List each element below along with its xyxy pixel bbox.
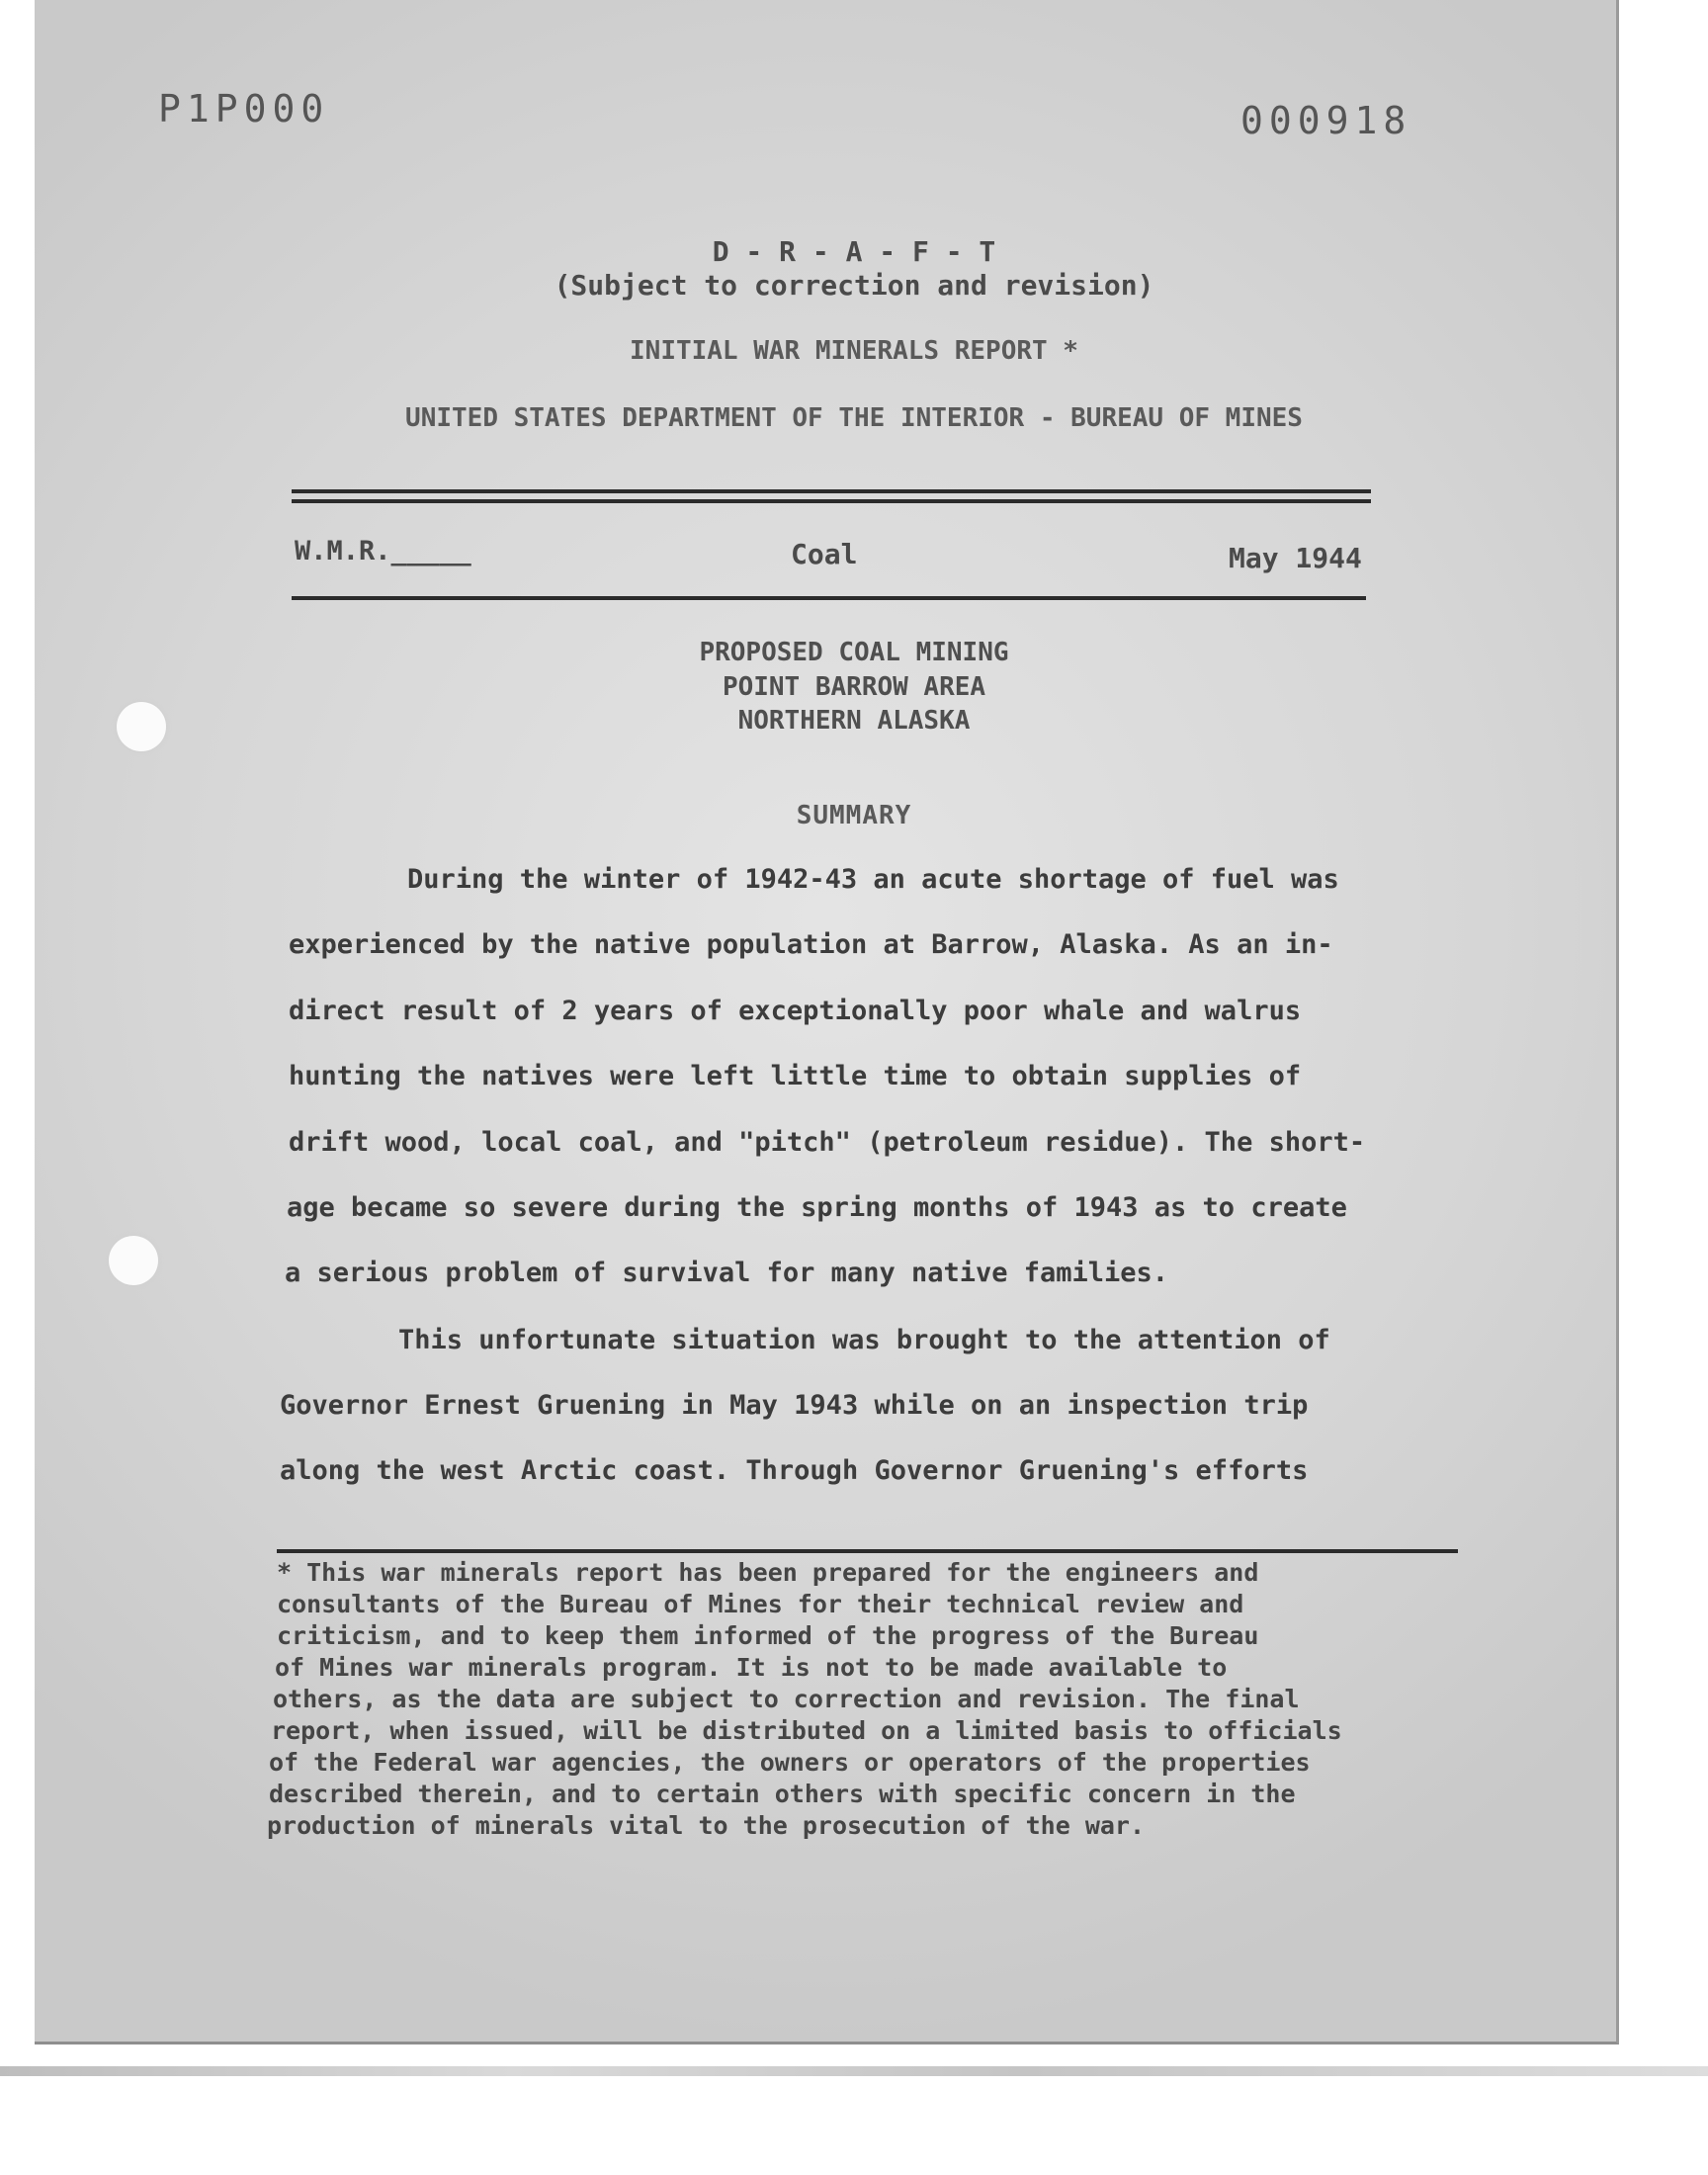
commodity-label: Coal bbox=[791, 538, 858, 570]
title-line-3: NORTHERN ALASKA bbox=[737, 706, 971, 736]
draft-label: D - R - A - F - T bbox=[712, 235, 996, 268]
footnote-line-5: others, as the data are subject to correction and revision. The final bbox=[273, 1685, 1300, 1713]
paragraph-2-line-1: This unfortunate situation was brought to the attention of bbox=[398, 1325, 1330, 1355]
paragraph-1-line-4: hunting the natives were left little time to obtain supplies of bbox=[289, 1061, 1302, 1091]
footnote-line-9: production of minerals vital to the prosecution of the war. bbox=[267, 1811, 1146, 1840]
header-rule-top-1 bbox=[292, 489, 1371, 493]
draft-subject: (Subject to correction and revision) bbox=[554, 269, 1154, 302]
title-line-1: PROPOSED COAL MINING bbox=[699, 638, 1009, 667]
page-stamp-left: P1P000 bbox=[158, 87, 330, 130]
report-date: May 1944 bbox=[1229, 542, 1362, 574]
paragraph-1-line-1: During the winter of 1942-43 an acute shortage of fuel was bbox=[407, 864, 1339, 895]
paragraph-1-line-3: direct result of 2 years of exceptionally poor whale and walrus bbox=[289, 996, 1302, 1026]
paragraph-1-line-2: experienced by the native population at Barrow, Alaska. As an in- bbox=[289, 929, 1333, 960]
paragraph-1-line-6: age became so severe during the spring months of 1943 as to create bbox=[287, 1192, 1347, 1223]
paragraph-2-line-2: Governor Ernest Gruening in May 1943 while on an inspection trip bbox=[280, 1390, 1309, 1421]
summary-heading: SUMMARY bbox=[796, 801, 912, 830]
footnote-line-7: of the Federal war agencies, the owners or operators of the properties bbox=[269, 1748, 1311, 1777]
header-rule-top-2 bbox=[292, 499, 1371, 503]
footnote-line-2: consultants of the Bureau of Mines for their technical review and bbox=[277, 1590, 1244, 1618]
footnote-rule bbox=[277, 1549, 1458, 1553]
paragraph-2-line-3: along the west Arctic coast. Through Governor Gruening's efforts bbox=[280, 1455, 1309, 1486]
header-rule-bottom bbox=[292, 596, 1366, 600]
footnote-line-4: of Mines war minerals program. It is not to be made available to bbox=[275, 1653, 1228, 1682]
title-line-2: POINT BARROW AREA bbox=[722, 672, 986, 702]
wmr-number: W.M.R._____ bbox=[295, 536, 471, 566]
paragraph-1-line-5: drift wood, local coal, and "pitch" (petroleum residue). The short- bbox=[289, 1127, 1366, 1158]
paragraph-1-line-7: a serious problem of survival for many native families. bbox=[285, 1258, 1169, 1288]
footnote-line-1: * This war minerals report has been prepared for the engineers and bbox=[277, 1558, 1259, 1587]
page-stamp-right: 000918 bbox=[1240, 99, 1412, 142]
punch-hole-bottom bbox=[109, 1236, 158, 1285]
footnote-line-6: report, when issued, will be distributed on a limited basis to officials bbox=[271, 1716, 1342, 1745]
footnote-line-8: described therein, and to certain others with specific concern in the bbox=[269, 1780, 1296, 1808]
report-title: INITIAL WAR MINERALS REPORT * bbox=[630, 336, 1078, 366]
department-line: UNITED STATES DEPARTMENT OF THE INTERIOR - BUREAU OF MINES bbox=[405, 403, 1303, 433]
scanner-edge bbox=[0, 2066, 1708, 2076]
footnote-line-3: criticism, and to keep them informed of the progress of the Bureau bbox=[277, 1621, 1259, 1650]
